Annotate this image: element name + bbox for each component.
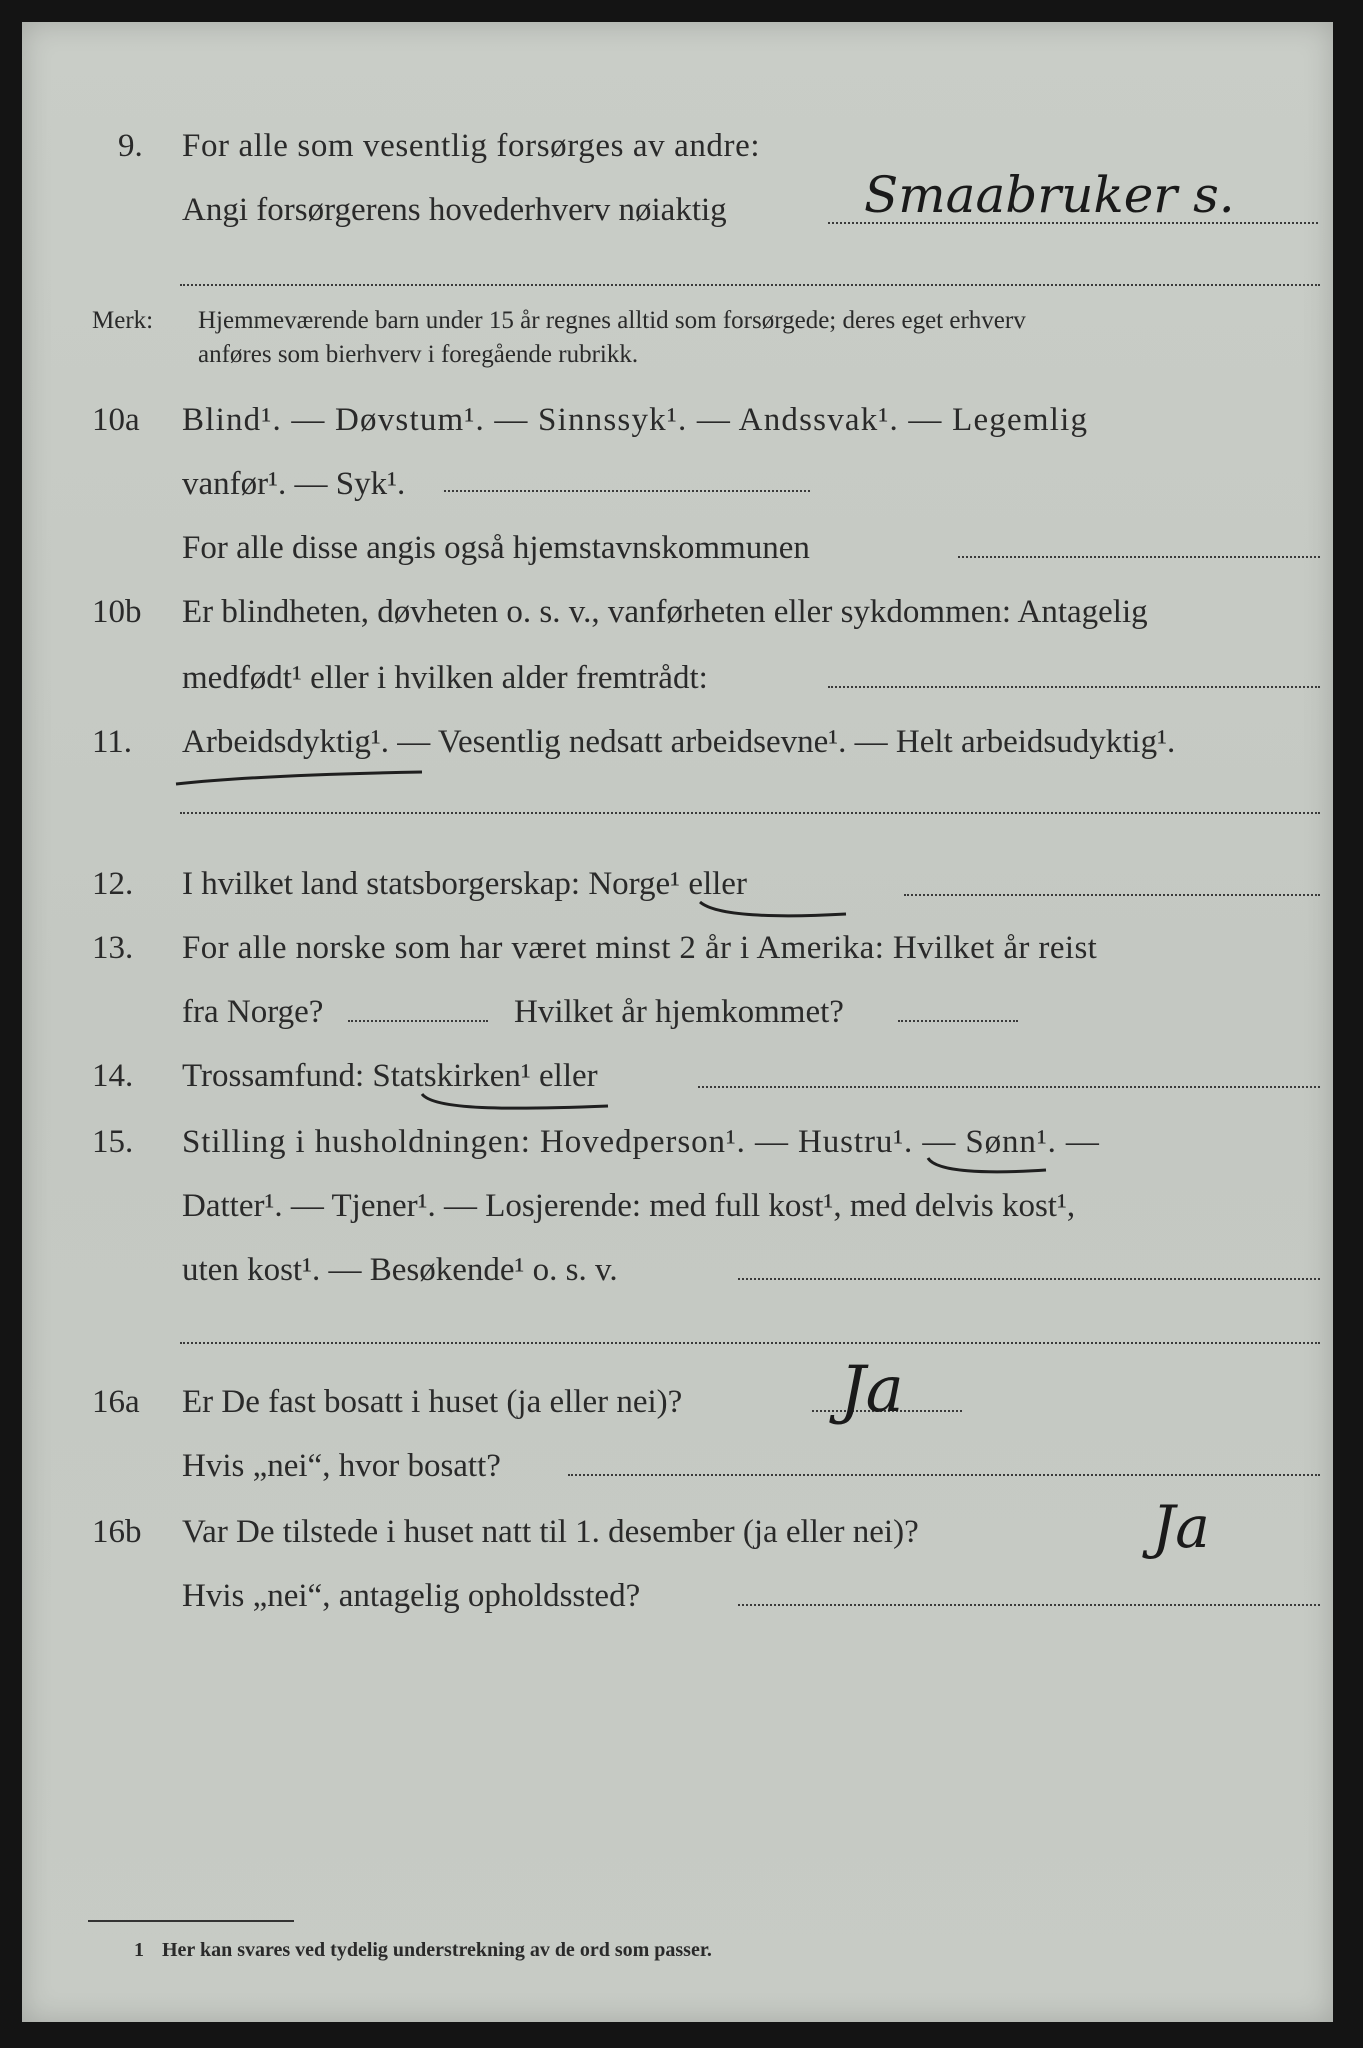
arbeidsdyktig-underline-mark: [172, 762, 432, 792]
q16b-line2: Hvis „nei“, antagelig opholdssted?: [182, 1578, 641, 1614]
q9-line2: Angi forsørgerens hovederhverv nøiaktig: [182, 192, 727, 228]
q12-number: 12.: [92, 866, 134, 902]
q13-line1: For alle norske som har været minst 2 år i Amerika: Hvilket år reist: [182, 930, 1098, 966]
q13-hjemkommet-fill: [898, 1020, 1018, 1022]
q9-line1: For alle som vesentlig forsørges av andre:: [182, 128, 761, 164]
q16b-handwritten-answer: Ja: [1152, 1493, 1210, 1561]
q15-line2: Datter¹. — Tjener¹. — Losjerende: med full kost¹, med delvis kost¹,: [182, 1188, 1076, 1224]
q10a-line3-fill: [958, 556, 1320, 558]
q10a-line1: Blind¹. — Døvstum¹. — Sinnssyk¹. — Andssvak¹. — Legemlig: [182, 402, 1089, 438]
q13-line2a: fra Norge?: [182, 994, 324, 1030]
q10b-line2: medfødt¹ eller i hvilken alder fremtrådt:: [182, 660, 708, 696]
q15-line3: uten kost¹. — Besøkende¹ o. s. v.: [182, 1252, 618, 1288]
statskirken-underline-mark: [418, 1088, 618, 1118]
q15-extra-line: [180, 1342, 1320, 1344]
q12-line1: I hvilket land statsborgerskap: Norge¹ eller: [182, 866, 747, 902]
q13-line2b: Hvilket år hjemkommet?: [514, 994, 844, 1030]
q10a-line2: vanfør¹. — Syk¹.: [182, 466, 406, 502]
q10a-line2-fill: [444, 490, 810, 492]
footnote-text: Her kan svares ved tydelig understrekning av de ord som passer.: [162, 1939, 712, 1961]
q16a-handwritten-answer: Ja: [840, 1353, 904, 1427]
q16a-line2: Hvis „nei“, hvor bosatt?: [182, 1448, 501, 1484]
norge-underline-mark: [696, 894, 856, 924]
q16a-number: 16a: [92, 1384, 140, 1420]
q16b-line1: Var De tilstede i huset natt til 1. desember (ja eller nei)?: [182, 1514, 919, 1550]
q13-number: 13.: [92, 930, 134, 966]
merk-label: Merk:: [92, 307, 154, 334]
q10b-line2-fill: [828, 686, 1320, 688]
q11-number: 11.: [92, 724, 133, 760]
footnote-mark: 1: [134, 1939, 144, 1961]
q10b-line1: Er blindheten, døvheten o. s. v., vanførheten eller sykdommen: Antagelig: [182, 594, 1148, 630]
q15-line1: Stilling i husholdningen: Hovedperson¹. — Hustru¹. — Sønn¹. —: [182, 1124, 1100, 1160]
q9-extra-line: [180, 284, 1320, 286]
q16a-line2-fill: [568, 1474, 1320, 1476]
q15-number: 15.: [92, 1124, 134, 1160]
q16b-number: 16b: [92, 1514, 142, 1550]
q9-number: 9.: [118, 128, 143, 164]
q9-handwritten-answer: Smaabruker s.: [864, 166, 1235, 224]
q16b-line2-fill: [738, 1604, 1320, 1606]
hustru-underline-mark: [926, 1152, 1056, 1182]
merk-line2: anføres som bierhverv i foregående rubrikk.: [198, 341, 639, 368]
q11-extra-line: [180, 812, 1320, 814]
q14-line1-fill: [698, 1086, 1320, 1088]
q10a-line3: For alle disse angis også hjemstavnskommunen: [182, 530, 810, 566]
q14-number: 14.: [92, 1058, 134, 1094]
census-form-page: [22, 22, 1333, 2022]
q13-reist-fill: [348, 1020, 488, 1022]
footnote-rule: [88, 1920, 294, 1922]
q14-line1: Trossamfund: Statskirken¹ eller: [182, 1058, 598, 1094]
merk-line1: Hjemmeværende barn under 15 år regnes alltid som forsørgede; deres eget erhverv: [198, 307, 1026, 334]
q12-line1-fill: [904, 894, 1320, 896]
q10b-number: 10b: [92, 594, 142, 630]
q11-line1: Arbeidsdyktig¹. — Vesentlig nedsatt arbeidsevne¹. — Helt arbeidsudyktig¹.: [182, 724, 1176, 760]
q16a-line1: Er De fast bosatt i huset (ja eller nei)?: [182, 1384, 683, 1420]
q10a-number: 10a: [92, 402, 140, 438]
q15-line3-fill: [738, 1278, 1320, 1280]
